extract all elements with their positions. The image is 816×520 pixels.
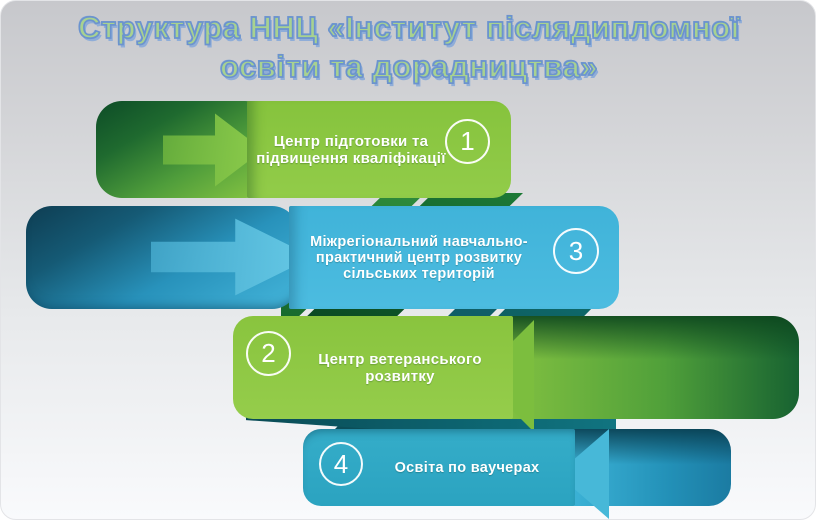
number-badge: 3 — [553, 228, 599, 274]
number-badge: 4 — [319, 442, 363, 486]
item-label: Міжрегіональний навчально-практичний центр розвитку сільських територій — [310, 233, 528, 282]
item-label: Центр підготовки та підвищення кваліфікації — [256, 132, 446, 167]
number-badge: 1 — [445, 119, 490, 164]
arrow-tail-green — [499, 316, 799, 419]
slide-title: Структура ННЦ «Інститут післядипломної освіти та дорадництва» — [78, 10, 740, 84]
item-label: Центр ветеранського розвитку — [318, 350, 482, 385]
number-badge: 2 — [246, 331, 291, 376]
item-label: Освіта по ваучерах — [394, 459, 540, 476]
